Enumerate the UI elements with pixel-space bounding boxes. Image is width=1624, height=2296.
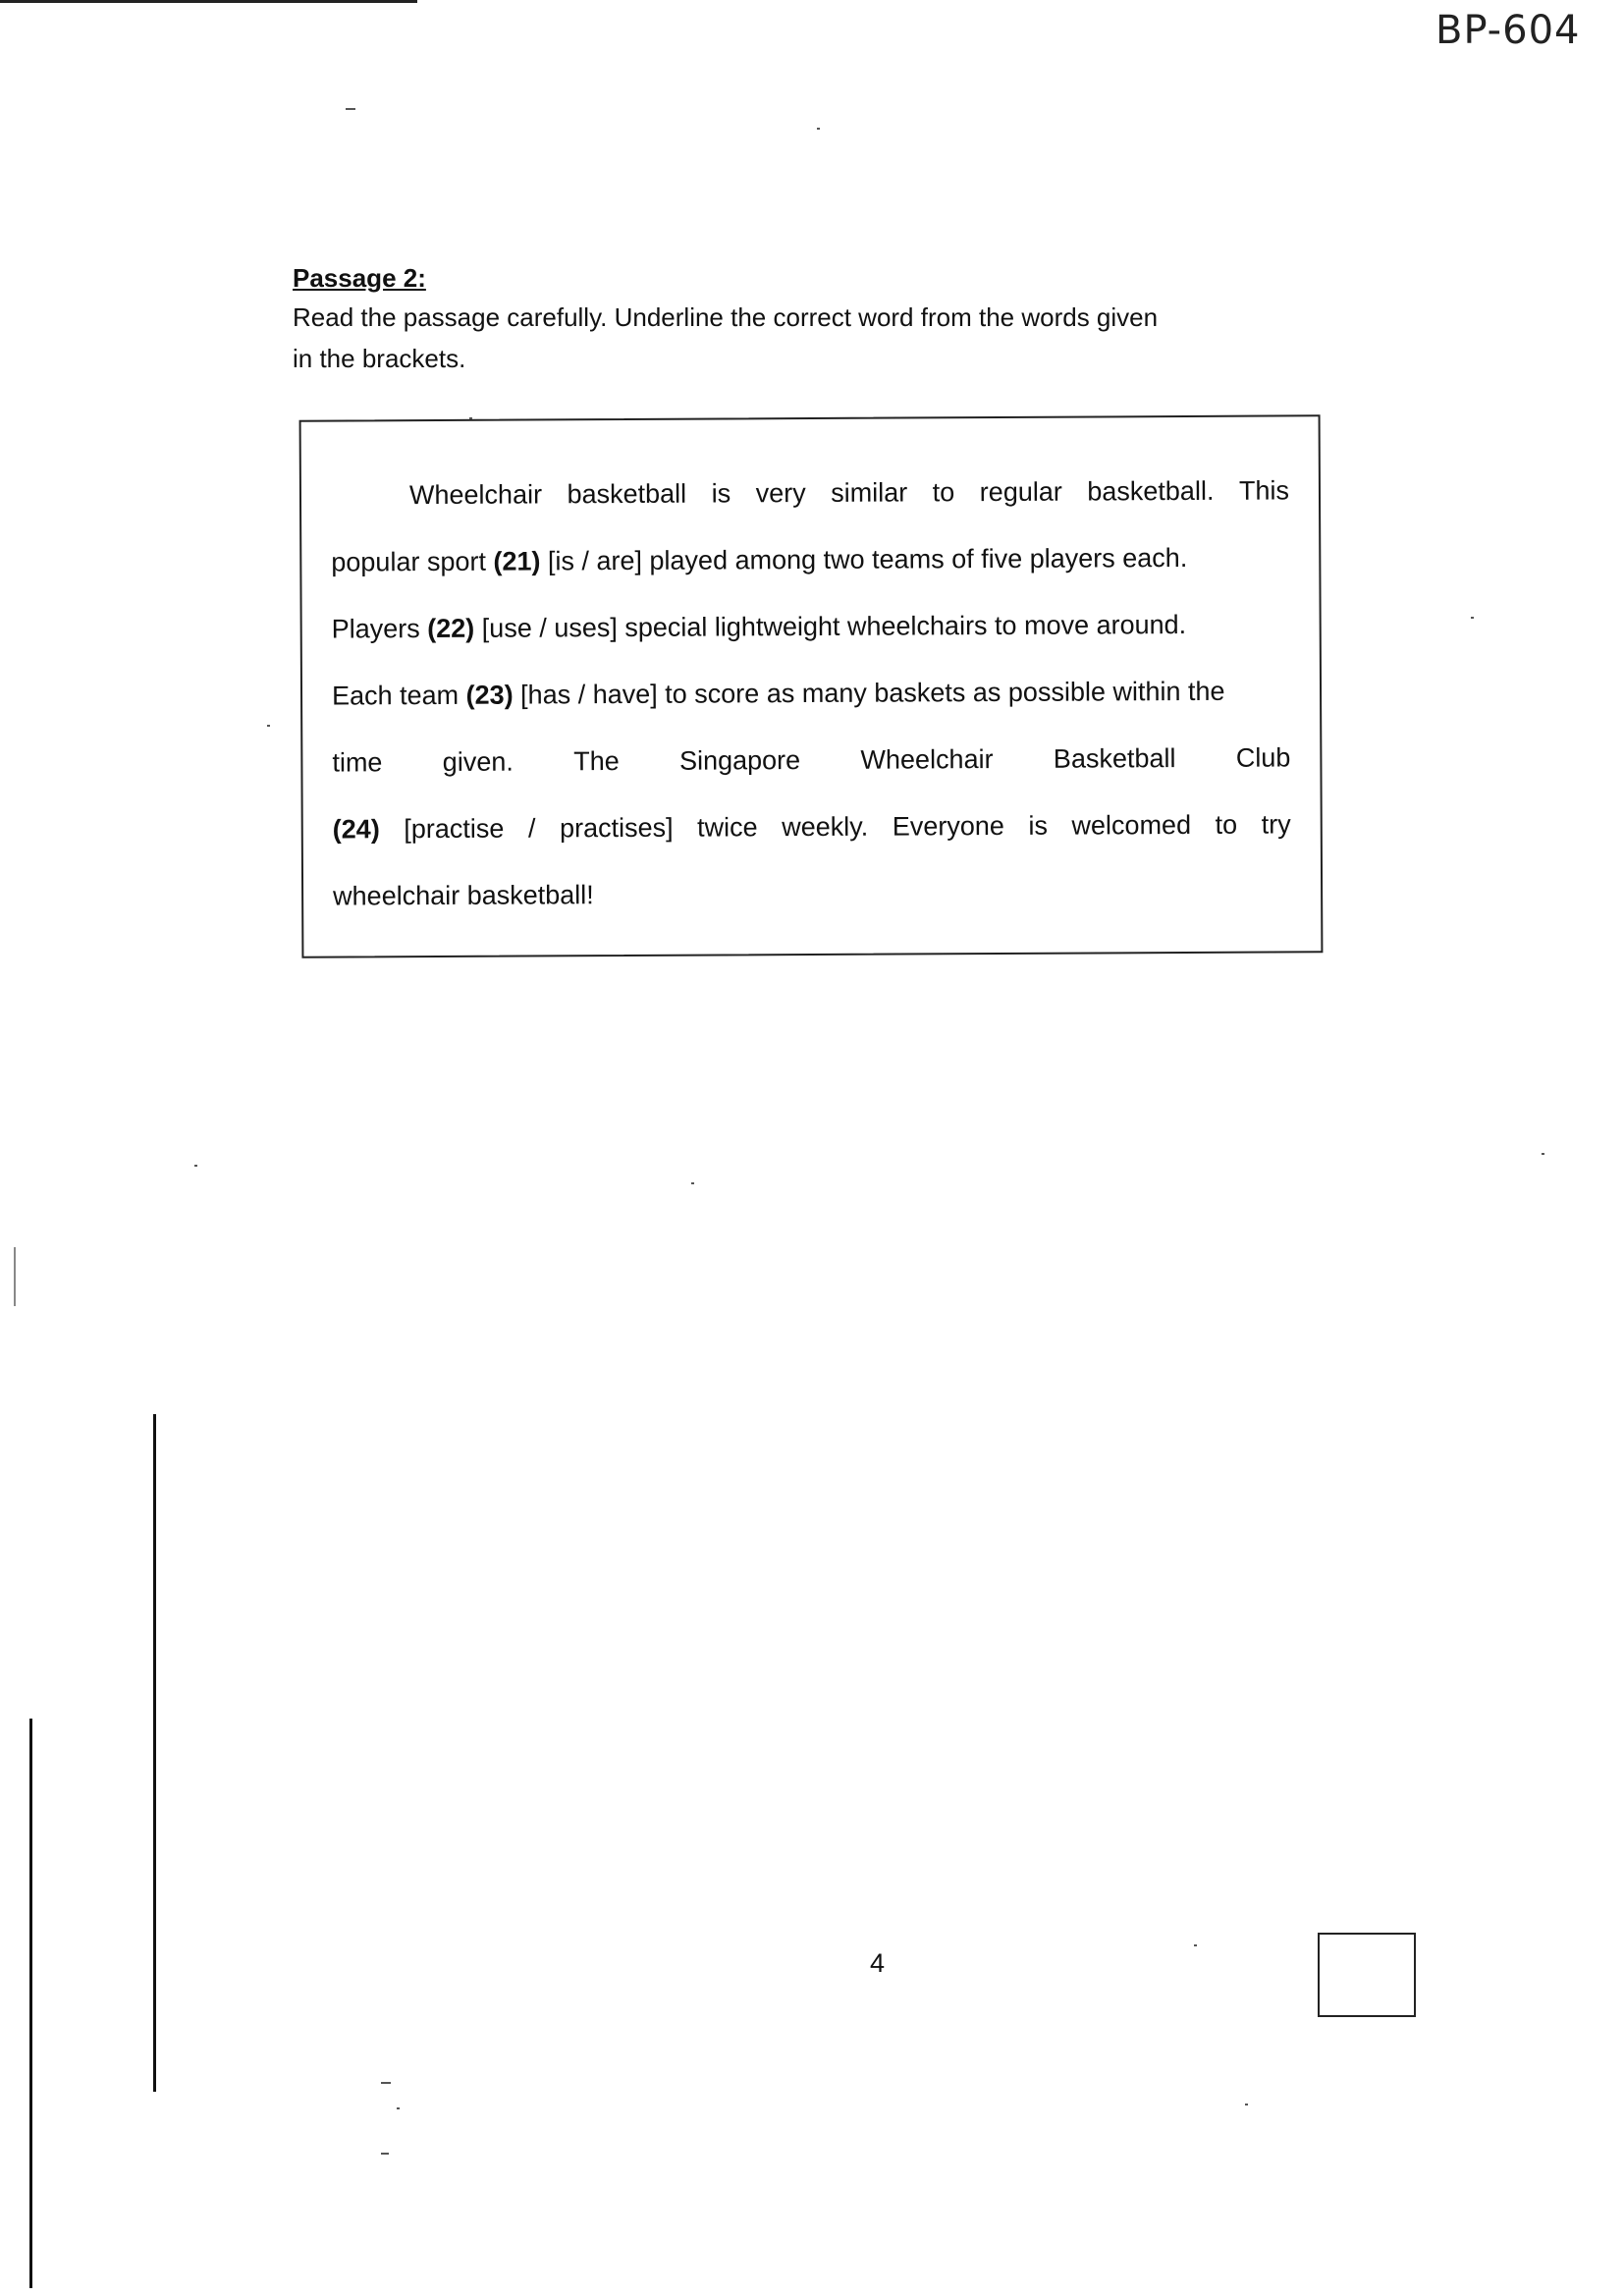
passage-text: Players xyxy=(331,614,428,644)
passage-word: time xyxy=(332,747,383,778)
passage-line-6 xyxy=(333,809,1291,845)
scan-speck xyxy=(691,1182,694,1184)
passage-text: [is / are] played among two teams of five players each. xyxy=(540,542,1188,576)
passage-word: basketball. xyxy=(1087,475,1215,507)
question-number-22: (22) xyxy=(427,613,475,644)
scan-edge-line xyxy=(153,1414,156,2092)
passage-word: basketball xyxy=(567,478,687,510)
scan-speck xyxy=(1194,1944,1197,1946)
passage-line-7: wheelchair basketball! xyxy=(333,880,594,911)
passage-word: Basketball xyxy=(1053,743,1176,774)
passage-word: This xyxy=(1238,475,1290,506)
scan-speck xyxy=(1245,2104,1248,2105)
scan-speck xyxy=(346,108,355,110)
passage-word: welcomed xyxy=(1071,809,1192,841)
passage-line-5 xyxy=(332,742,1290,778)
scan-speck xyxy=(381,2153,389,2155)
scan-speck xyxy=(817,128,820,130)
passage-box xyxy=(299,414,1324,957)
passage-text: popular sport xyxy=(331,546,494,577)
document-code: BP-604 xyxy=(1435,8,1581,53)
passage-text: [use / uses] special lightweight wheelchairs to move around. xyxy=(474,609,1187,643)
scan-speck xyxy=(194,1165,197,1167)
passage-word: twice xyxy=(697,812,758,843)
passage-word: similar xyxy=(831,477,908,508)
passage-word: The xyxy=(573,746,620,777)
passage-word: very xyxy=(755,478,806,509)
passage-word: Club xyxy=(1235,742,1291,773)
instruction-line-1: Read the passage carefully. Underline the correct word from the words given xyxy=(293,302,1159,332)
passage-word: Everyone xyxy=(892,810,1004,842)
passage-word: [practise xyxy=(404,813,505,845)
passage-word: to xyxy=(1215,809,1238,840)
question-number-24: (24) xyxy=(332,814,380,845)
passage-line-4 xyxy=(332,676,1290,711)
passage-word: Singapore xyxy=(678,745,801,776)
question-number-23: (23) xyxy=(465,680,514,710)
passage-word: Wheelchair xyxy=(860,744,994,775)
passage-word: Wheelchair xyxy=(408,479,543,511)
scan-speck xyxy=(381,2082,391,2084)
passage-line-2 xyxy=(331,542,1289,577)
passage-word: regular xyxy=(979,476,1062,508)
scan-edge-line xyxy=(14,1247,16,1306)
passage-word: to xyxy=(932,477,955,508)
passage-word: given. xyxy=(442,746,514,777)
passage-line-3 xyxy=(332,609,1290,644)
scan-speck xyxy=(397,2107,400,2109)
scan-speck xyxy=(469,417,472,419)
passage-word: is xyxy=(711,478,731,509)
passage-text: Each team xyxy=(331,680,466,711)
question-number-21: (21) xyxy=(493,546,541,576)
passage-line-1 xyxy=(409,475,1289,511)
instruction-text xyxy=(293,291,1274,383)
passage-word: / xyxy=(527,813,536,844)
scan-speck xyxy=(1471,617,1474,619)
section-heading: Passage 2: xyxy=(293,263,426,293)
scan-speck xyxy=(267,725,270,727)
passage-word: weekly. xyxy=(782,811,869,843)
top-edge-rule xyxy=(0,0,417,3)
page-number: 4 xyxy=(870,1948,886,1978)
passage-word: practises] xyxy=(559,812,674,844)
passage-word: try xyxy=(1261,809,1291,840)
score-box xyxy=(1318,1933,1416,2017)
scan-edge-line xyxy=(29,1719,32,2288)
passage-text: [has / have] to score as many baskets as possible within the xyxy=(513,676,1225,710)
instruction-line-2: in the brackets. xyxy=(293,344,466,373)
scan-speck xyxy=(1542,1153,1544,1155)
passage-word: is xyxy=(1028,810,1049,841)
